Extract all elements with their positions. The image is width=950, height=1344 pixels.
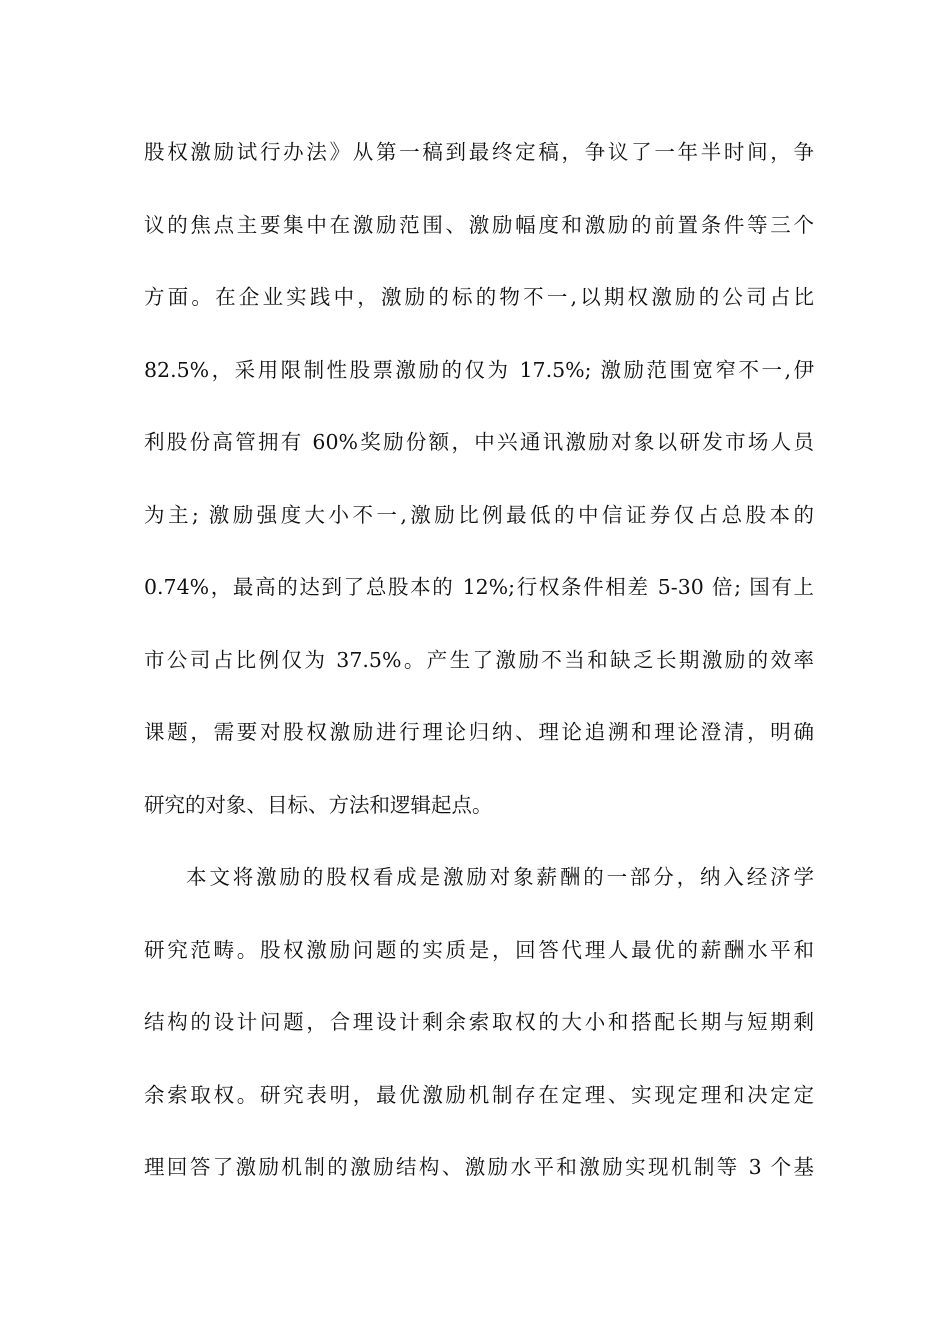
text-line: 本文将激励的股权看成是激励对象薪酬的一部分，纳入经济学 [186,865,814,889]
text-line: 结构的设计问题，合理设计剩余索取权的大小和搭配长期与短期剩 [144,1010,814,1034]
text-line: 方面。在企业实践中，激励的标的物不一,以期权激励的公司占比 [144,285,814,309]
text-line: 市公司占比例仅为 37.5%。产生了激励不当和缺乏长期激励的效率 [144,647,814,672]
text-line: 理回答了激励机制的激励结构、激励水平和激励实现机制等 3 个基 [144,1155,814,1179]
text-line: 余索取权。研究表明，最优激励机制存在定理、实现定理和决定定 [144,1082,814,1107]
text-line: 研究的对象、目标、方法和逻辑起点。 [144,792,493,817]
text-line: 82.5%，采用限制性股票激励的仅为 17.5%; 激励范围宽窄不一,伊 [144,357,814,382]
text-line: 为主; 激励强度大小不一,激励比例最低的中信证券仅占总股本的 [144,502,814,527]
text-line: 0.74%，最高的达到了总股本的 12%;行权条件相差 5-30 倍; 国有上 [144,575,814,599]
text-line: 利股份高管拥有 60%奖励份额，中兴通讯激励对象以研发市场人员 [144,430,814,454]
text-line: 股权激励试行办法》从第一稿到最终定稿，争议了一年半时间，争 [144,140,814,164]
text-line: 课题，需要对股权激励进行理论归纳、理论追溯和理论澄清，明确 [144,720,814,744]
paragraph-2 [144,841,814,1204]
text-line: 研究范畴。股权激励问题的实质是，回答代理人最优的薪酬水平和 [144,937,814,962]
text-line: 议的焦点主要集中在激励范围、激励幅度和激励的前置条件等三个 [144,212,814,237]
paragraph-1 [144,116,814,841]
